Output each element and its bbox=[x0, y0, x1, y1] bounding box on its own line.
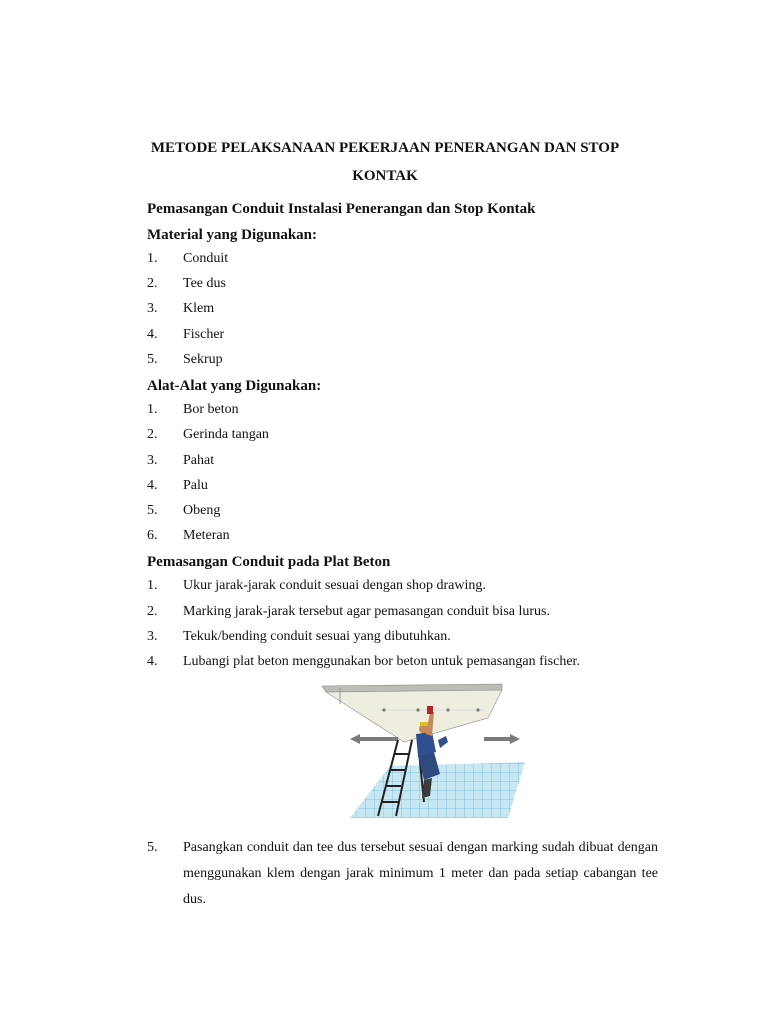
list-number: 3. bbox=[147, 453, 158, 468]
list-number: 4. bbox=[147, 478, 158, 493]
right-arrow bbox=[484, 734, 520, 744]
step-number: 4. bbox=[147, 654, 158, 669]
list-text: Fischer bbox=[183, 327, 225, 342]
list-text: Sekrup bbox=[183, 352, 223, 367]
concrete-slab bbox=[326, 690, 502, 742]
step-number: 3. bbox=[147, 629, 158, 644]
tools-heading: Alat-Alat yang Digunakan: bbox=[147, 378, 322, 394]
step-text: Ukur jarak-jarak conduit sesuai dengan shop drawing. bbox=[183, 578, 486, 593]
list-text: Klem bbox=[183, 301, 215, 316]
step-text: Lubangi plat beton menggunakan bor beton untuk pemasangan fischer. bbox=[183, 654, 580, 669]
list-number: 5. bbox=[147, 503, 158, 518]
list-number: 3. bbox=[147, 301, 158, 316]
document-title: METODE PELAKSANAAN PEKERJAAN PENERANGAN DAN STOP KONTAK bbox=[150, 140, 620, 184]
list-text: Bor beton bbox=[183, 402, 239, 417]
drilling-illustration bbox=[320, 682, 530, 820]
list-text: Palu bbox=[183, 478, 208, 493]
list-number: 1. bbox=[147, 251, 158, 266]
list-text: Gerinda tangan bbox=[183, 427, 269, 442]
step-text: Tekuk/bending conduit sesuai yang dibutuhkan. bbox=[183, 629, 451, 644]
list-text: Pahat bbox=[183, 453, 215, 468]
list-number: 4. bbox=[147, 327, 158, 342]
list-number: 2. bbox=[147, 427, 158, 442]
list-text: Obeng bbox=[183, 503, 221, 518]
section-heading: Pemasangan Conduit Instalasi Penerangan dan Stop Kontak bbox=[147, 201, 536, 217]
list-number: 6. bbox=[147, 528, 158, 543]
step-number: 2. bbox=[147, 604, 158, 619]
step-number: 5. bbox=[147, 840, 158, 855]
list-text: Tee dus bbox=[183, 276, 226, 291]
worker-drilling-slab-image bbox=[320, 682, 530, 820]
step-text: Pasangkan conduit dan tee dus tersebut sesuai dengan marking sudah dibuat dengan menggunakan klem dengan jarak minimum 1 meter dan pada setiap cabangan tee dus. bbox=[183, 840, 658, 907]
list-number: 2. bbox=[147, 276, 158, 291]
step-number: 1. bbox=[147, 578, 158, 593]
left-arrow bbox=[350, 734, 398, 744]
materials-heading: Material yang Digunakan: bbox=[147, 227, 318, 243]
step-text: Marking jarak-jarak tersebut agar pemasangan conduit bisa lurus. bbox=[183, 604, 550, 619]
list-number: 5. bbox=[147, 352, 158, 367]
list-text: Conduit bbox=[183, 251, 229, 266]
list-number: 1. bbox=[147, 402, 158, 417]
list-text: Meteran bbox=[183, 528, 230, 543]
installation-heading: Pemasangan Conduit pada Plat Beton bbox=[147, 554, 391, 570]
